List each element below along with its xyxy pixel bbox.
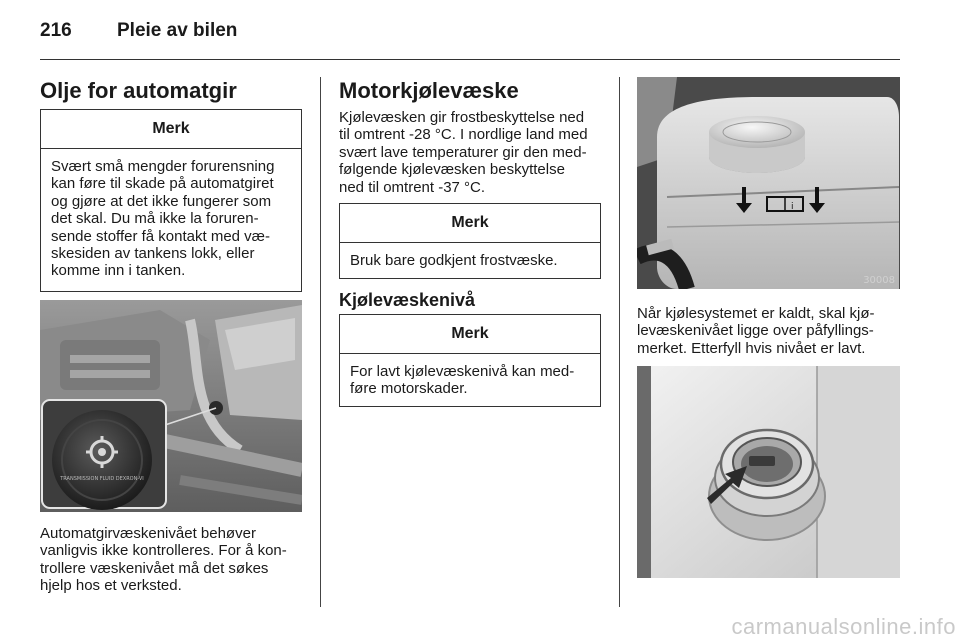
text-line: Automatgirvæskenivået behøver: [40, 525, 256, 542]
column-divider: [320, 77, 321, 607]
note-title: Merk: [41, 110, 301, 149]
text-line: følgende kjølevæsken beskyttelse: [339, 161, 565, 179]
coolant-intro-text: [339, 109, 607, 196]
watermark-text: carmanualsonline.info: [731, 614, 956, 639]
svg-text:i: i: [791, 202, 794, 212]
note-line: sende stoffer få kontakt med væ-: [51, 227, 271, 245]
page-number: 216: [40, 20, 72, 41]
note-text: [41, 149, 301, 288]
note-line: For lavt kjølevæskenivå kan med-: [350, 363, 575, 380]
section-heading-transmission-oil: Olje for automatgir: [40, 78, 237, 103]
chapter-title: Pleie av bilen: [117, 20, 238, 41]
note-line: kan føre til skade på automatgiret: [51, 175, 274, 193]
coolant-reservoir-photo: [637, 77, 900, 289]
text-line: ned til omtrent -37 °C.: [339, 178, 486, 196]
column-divider: [619, 77, 620, 607]
note-line: og gjøre at det ikke fungerer som: [51, 192, 272, 210]
transmission-cap-photo: [40, 300, 302, 512]
text-line: til omtrent -28 °C. I nordlige land med: [339, 126, 588, 144]
note-title: Merk: [340, 204, 600, 243]
text-line: levæskenivået ligge over påfyllings-: [637, 322, 874, 340]
note-text: Bruk bare godkjent frostvæske.: [350, 252, 558, 269]
cap-label: TRANSMISSION FLUID DEXRON-VI: [60, 476, 144, 482]
note-box-coolant-level: [339, 314, 601, 407]
coolant-level-text: [637, 305, 905, 357]
note-line: skesiden av tankens lokk, eller: [51, 245, 255, 263]
image-code: 30008: [863, 275, 895, 286]
note-line: komme inn i tanken.: [51, 262, 186, 280]
text-line: svært lave temperaturer gir den med-: [339, 143, 587, 161]
subheading-coolant-level: Kjølevæskenivå: [339, 290, 476, 310]
text-line: trollere væskenivået må det søkes: [40, 559, 269, 577]
note-line: føre motorskader.: [350, 380, 468, 398]
note-text: [340, 354, 600, 406]
note-box-transmission: [40, 109, 302, 292]
text-line: merket. Etterfyll hvis nivået er lavt.: [637, 339, 866, 357]
note-title: Merk: [340, 315, 600, 354]
text-line: Kjølevæsken gir frostbeskyttelse ned: [339, 109, 585, 126]
transmission-body-text: [40, 525, 308, 595]
header-rule: [40, 59, 900, 60]
note-line: Svært små mengder forurensning: [51, 158, 275, 175]
note-line: det skal. Du må ikke la foruren-: [51, 210, 259, 228]
note-box-antifreeze: [339, 203, 601, 279]
text-line: vanligvis ikke kontrolleres. For å kon-: [40, 542, 287, 560]
filler-neck-photo: [637, 366, 900, 578]
text-line: Når kjølesystemet er kaldt, skal kjø-: [637, 305, 875, 322]
section-heading-coolant: Motorkjølevæske: [339, 78, 519, 103]
text-line: hjelp hos et verksted.: [40, 577, 182, 595]
